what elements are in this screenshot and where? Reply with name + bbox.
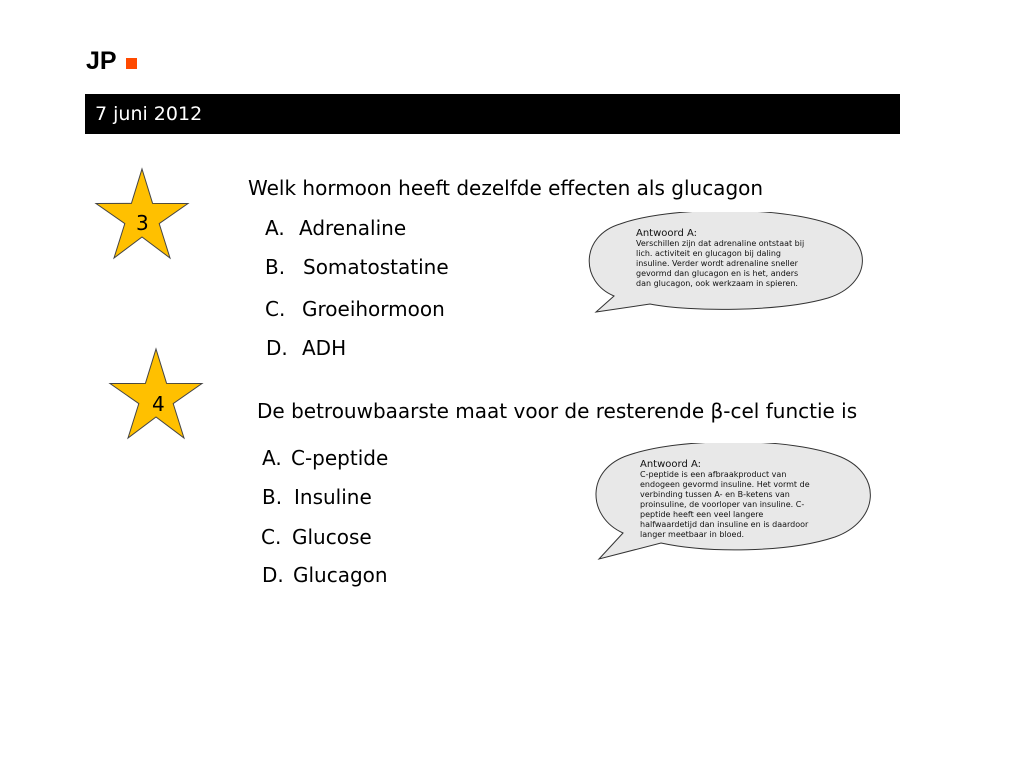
option-label: Somatostatine bbox=[303, 255, 449, 279]
option-label: Groeihormoon bbox=[302, 297, 445, 321]
logo bbox=[86, 46, 137, 76]
option-label: Adrenaline bbox=[299, 216, 407, 240]
answer-bubble bbox=[580, 212, 870, 316]
option-letter: B. bbox=[262, 485, 283, 509]
option-label: Glucagon bbox=[293, 563, 388, 587]
option-c[interactable] bbox=[265, 297, 445, 321]
option-letter: D. bbox=[262, 563, 284, 587]
option-letter: A. bbox=[265, 216, 285, 240]
option-letter: B. bbox=[265, 255, 286, 279]
option-letter: D. bbox=[266, 336, 288, 360]
logo-text: JP bbox=[86, 47, 117, 75]
option-label: C-peptide bbox=[291, 446, 389, 470]
question-text: Welk hormoon heeft dezelfde effecten als glucagon bbox=[248, 176, 764, 200]
answer-body: Verschillen zijn dat adrenaline ontstaat bij lich. activiteit en glucagon bij daling insuline. Verder wordt adrenaline sneller gevormd dan glucagon en is het, anders dan glucagon, ook werkzaam in spieren. bbox=[636, 239, 805, 288]
question-text: De betrouwbaarste maat voor de resterende β-cel functie is bbox=[257, 399, 858, 423]
date-bar bbox=[85, 94, 900, 134]
answer-title: Antwoord A: bbox=[640, 459, 702, 470]
answer-title: Antwoord A: bbox=[636, 228, 698, 239]
option-label: ADH bbox=[302, 336, 347, 360]
option-b[interactable] bbox=[262, 485, 372, 509]
option-letter: C. bbox=[265, 297, 286, 321]
question-number: 4 bbox=[152, 392, 165, 416]
question-number: 3 bbox=[136, 211, 149, 235]
option-letter: C. bbox=[261, 525, 282, 549]
answer-body: C-peptide is een afbraakproduct van endogeen gevormd insuline. Het vormt de verbinding tussen A- en B-ketens van proinsuline, de voorloper van insuline. C-peptide heeft een veel langere halfwaardetijd dan insuline en is daardoor langer meetbaar in bloed. bbox=[640, 470, 810, 539]
logo-square-icon bbox=[126, 58, 137, 69]
answer-bubble bbox=[587, 443, 877, 561]
option-label: Glucose bbox=[292, 525, 372, 549]
option-letter: A. bbox=[262, 446, 282, 470]
option-a[interactable] bbox=[262, 446, 388, 470]
option-d[interactable] bbox=[266, 336, 346, 360]
option-b[interactable] bbox=[265, 255, 449, 279]
date-text: 7 juni 2012 bbox=[95, 103, 203, 125]
option-label: Insuline bbox=[294, 485, 372, 509]
option-a[interactable] bbox=[265, 216, 406, 240]
option-c[interactable] bbox=[261, 525, 372, 549]
option-d[interactable] bbox=[262, 563, 388, 587]
